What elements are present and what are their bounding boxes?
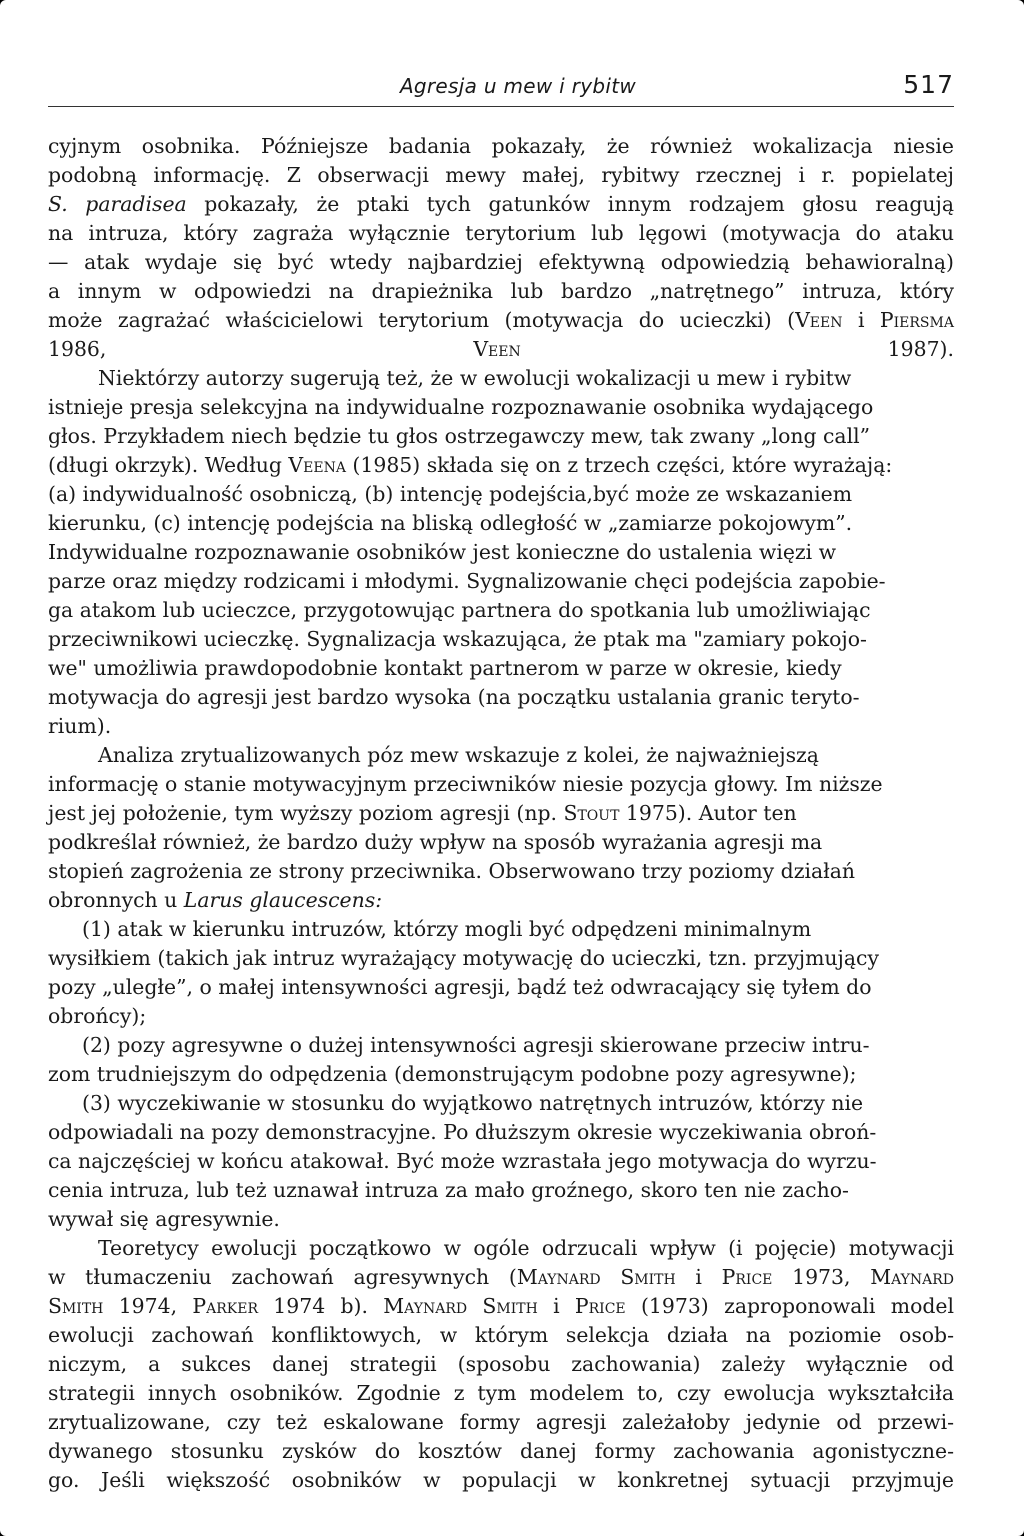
text-run: Indywidualne rozpoznawanie osobników jest konieczne do ustalenia więzi w <box>48 540 837 564</box>
text-run: Smith <box>48 1294 104 1318</box>
text-run: jest jej położenie, tym wyższy poziom agresji (np. <box>48 801 564 825</box>
text-run: Maynard Smith <box>516 1265 676 1289</box>
text-run: Parker <box>192 1294 258 1318</box>
text-run: Price <box>574 1294 626 1318</box>
text-run: może zagrażać właścicielowi terytorium (motywacja do ucieczki) ( <box>48 308 796 332</box>
text-run: Maynard Smith <box>383 1294 538 1318</box>
body-text <box>48 132 954 1495</box>
text-run: Analiza zrytualizowanych póz mew wskazuje z kolei, że najważniejszą <box>98 743 819 767</box>
text-run: Veen <box>473 337 521 361</box>
text-run: Price <box>721 1265 773 1289</box>
text-run: rium). <box>48 714 112 738</box>
text-run: (1985) składa się on z trzech części, które wyrażają: <box>345 453 893 477</box>
text-run: (1) atak w kierunku intruzów, którzy mogli być odpędzeni minimalnym <box>82 917 812 941</box>
paragraph-2 <box>48 364 954 741</box>
text-run: obrońcy); <box>48 1004 147 1028</box>
text-run: dywanego stosunku zysków do kosztów danej formy zachowania agonistyczne- <box>48 1439 954 1463</box>
text-run: motywacja do agresji jest bardzo wysoka (na początku ustalania granic teryto- <box>48 685 860 709</box>
text-run: i <box>675 1265 722 1289</box>
text-run: głos. Przykładem niech będzie tu głos ostrzegawczy mew, tak zwany „long call” <box>48 424 871 448</box>
text-run: 1974, <box>103 1294 193 1318</box>
text-run: (3) wyczekiwanie w stosunku do wyjątkowo natrętnych intruzów, którzy nie <box>82 1091 864 1115</box>
paragraph-3 <box>48 741 954 915</box>
running-title: Agresja u mew i rybitw <box>399 74 636 98</box>
text-run: (2) pozy agresywne o dużej intensywności agresji skierowane przeciw intru- <box>82 1033 870 1057</box>
text-run: ca najczęściej w końcu atakował. Być może wzrastała jego motywacja do wyrzu- <box>48 1149 877 1173</box>
list-item-2 <box>48 1031 954 1089</box>
text-run: 1987). <box>520 337 954 361</box>
text-run: wysiłkiem (takich jak intruz wyrażający motywację do ucieczki, tzn. przyjmujący <box>48 946 879 970</box>
text-run: go. Jeśli większość osobników w populacji w konkretnej sytuacji przyjmuje <box>48 1468 954 1492</box>
list-item-3 <box>48 1089 954 1234</box>
text-run: Veen <box>795 308 843 332</box>
text-run: informację o stanie motywacyjnym przeciwników niesie pozycja głowy. Im niższe <box>48 772 883 796</box>
text-run: 1986, <box>48 337 474 361</box>
text-run: obronnych u <box>48 888 184 912</box>
text-run: Maynard <box>870 1265 954 1289</box>
text-run: w tłumaczeniu zachowań agresywnych ( <box>48 1265 517 1289</box>
text-run: Teoretycy ewolucji początkowo w ogóle odrzucali wpływ (i pojęcie) motywacji <box>98 1236 954 1260</box>
text-run: istnieje presja selekcyjna na indywidualne rozpoznawanie osobnika wydającego <box>48 395 874 419</box>
text-run: Niektórzy autorzy sugerują też, że w ewolucji wokalizacji u mew i rybitw <box>98 366 852 390</box>
text-run: we" umożliwia prawdopodobnie kontakt partnerom w parze w okresie, kiedy <box>48 656 842 680</box>
text-run: stopień zagrożenia ze strony przeciwnika. Obserwowano trzy poziomy działań <box>48 859 856 883</box>
text-run: podobną informację. Z obserwacji mewy małej, rybitwy rzecznej i r. popielatej <box>48 163 954 187</box>
text-run: strategii innych osobników. Zgodnie z tym modelem to, czy ewolucja wykształciła <box>48 1381 954 1405</box>
text-run: Stout <box>563 801 620 825</box>
text-run: kierunku, (c) intencję podejścia na bliską odległość w „zamiarze pokojowym”. <box>48 511 853 535</box>
paragraph-1 <box>48 132 954 364</box>
text-run: i <box>842 308 880 332</box>
text-run: cyjnym osobnika. Późniejsze badania pokazały, że również wokalizacja niesie <box>48 134 954 158</box>
text-run: ga atakom lub ucieczce, przygotowując partnera do spotkania lub umożliwiając <box>48 598 871 622</box>
text-run: i <box>537 1294 575 1318</box>
text-run: Veena <box>288 453 346 477</box>
text-run: wywał się agresywnie. <box>48 1207 280 1231</box>
text-run: (długi okrzyk). Według <box>48 453 289 477</box>
text-run: pokazały, że ptaki tych gatunków innym rodzajem głosu reagują <box>186 192 954 216</box>
text-run: (a) indywidualność osobniczą, (b) intencję podejścia,być może ze wskazaniem <box>48 482 853 506</box>
text-run: parze oraz między rodzicami i młodymi. Sygnalizowanie chęci podejścia zapobie- <box>48 569 886 593</box>
text-run: przeciwnikowi ucieczkę. Sygnalizacja wskazująca, że ptak ma "zamiary pokojo- <box>48 627 867 651</box>
text-run: zom trudniejszym do odpędzenia (demonstrującym podobne pozy agresywne); <box>48 1062 857 1086</box>
text-run: S. <box>48 192 86 216</box>
text-run: — atak wydaje się być wtedy najbardziej efektywną odpowiedzią behawioralną) <box>48 250 954 274</box>
text-run: ewolucji zachowań konfliktowych, w którym selekcja działa na poziomie osob- <box>48 1323 954 1347</box>
running-header <box>48 72 954 107</box>
page-number: 517 <box>903 70 954 99</box>
text-run: zrytualizowane, czy też eskalowane formy agresji zależałoby jedynie od przewi- <box>48 1410 954 1434</box>
text-run: 1975). Autor ten <box>619 801 797 825</box>
text-run: Larus glaucescens: <box>183 888 383 912</box>
text-run: podkreślał również, że bardzo duży wpływ na sposób wyrażania agresji ma <box>48 830 823 854</box>
text-run: 1974 b). <box>257 1294 384 1318</box>
text-run: 1973, <box>772 1265 871 1289</box>
list-item-1 <box>48 915 954 1031</box>
text-run: a innym w odpowiedzi na drapieżnika lub bardzo „natrętnego” intruza, który <box>48 279 954 303</box>
text-run: na intruza, który zagraża wyłącznie terytorium lub lęgowi (motywacja do ataku <box>48 221 954 245</box>
text-run: cenia intruza, lub też uznawał intruza za mało groźnego, skoro ten nie zacho- <box>48 1178 849 1202</box>
text-run: (1973) zaproponowali model <box>625 1294 954 1318</box>
text-run: pozy „uległe”, o małej intensywności agresji, bądź też odwracający się tyłem do <box>48 975 872 999</box>
text-run: Piersma <box>879 308 954 332</box>
paragraph-4 <box>48 1234 954 1495</box>
text-run: paradisea <box>85 192 187 216</box>
text-run: odpowiadali na pozy demonstracyjne. Po dłuższym okresie wyczekiwania obroń- <box>48 1120 877 1144</box>
text-run: niczym, a sukces danej strategii (sposobu zachowania) zależy wyłącznie od <box>48 1352 954 1376</box>
